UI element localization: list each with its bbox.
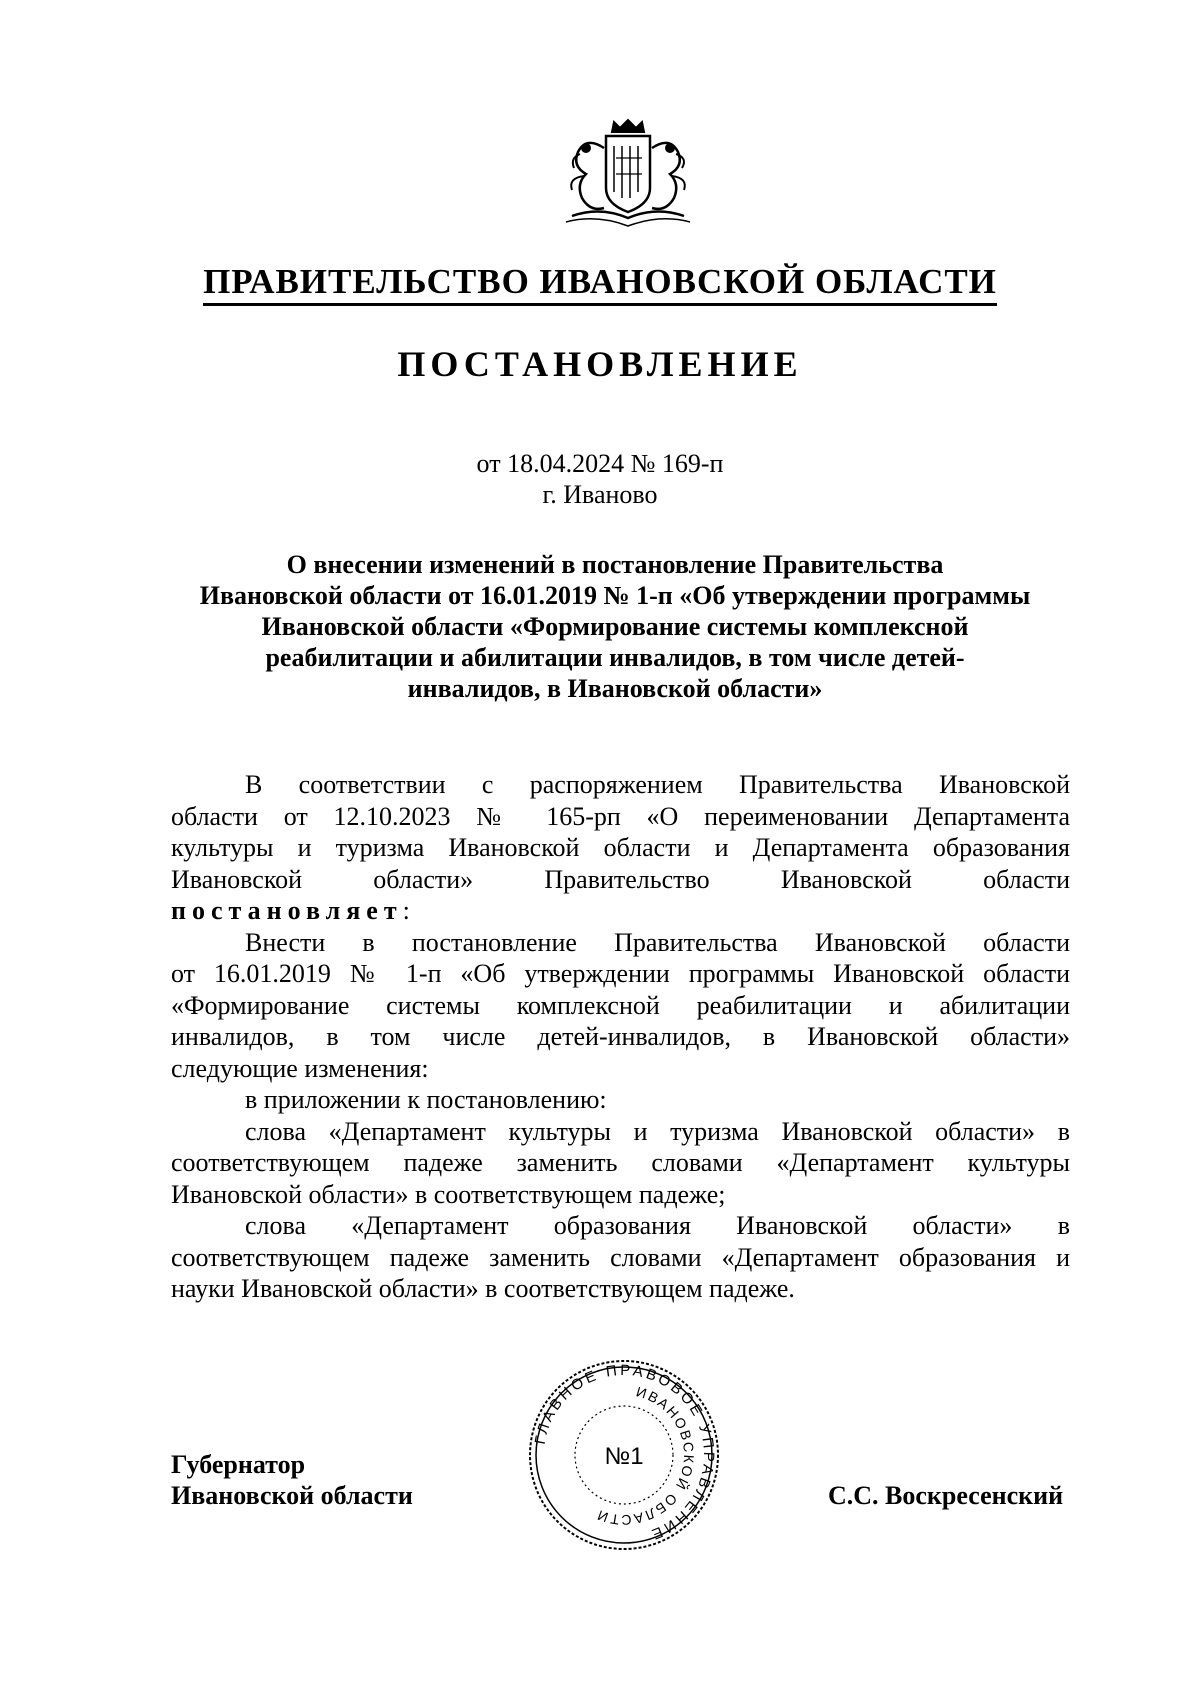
ivanovo-coat-of-arms-icon <box>556 118 700 230</box>
body-line: В соответствии с распоряжением Правительства Ивановской <box>245 770 1070 799</box>
body-line: следующие изменения: <box>171 1053 429 1083</box>
subject-line: Ивановской области от 16.01.2019 № 1-п «Об утверждении программы <box>199 581 1031 610</box>
document-date-number: от 18.04.2024 № 169-п <box>476 449 724 478</box>
body-line: «Формирование системы комплексной реабилитации и абилитации <box>171 990 1070 1020</box>
body-line: Ивановской области» в соответствующем падеже; <box>171 1179 726 1209</box>
body-line: Внести в постановление Правительства Ивановской области <box>245 927 1070 957</box>
body-line: в приложении к постановлению: <box>245 1085 607 1114</box>
official-seal-stamp <box>527 1358 721 1552</box>
body-line: инвалидов, в том числе детей-инвалидов, в Ивановской области» <box>171 1022 1070 1051</box>
signatory-title-line: Губернатор <box>171 1450 306 1479</box>
document-body <box>171 769 1070 1305</box>
body-line <box>171 895 1070 927</box>
body-line: соответствующем падеже заменить словами «Департамент культуры <box>171 1148 1070 1177</box>
subject-line: реабилитации и абилитации инвалидов, в том числе детей- <box>265 643 965 672</box>
signatory-title <box>171 1449 413 1511</box>
body-line: слова «Департамент культуры и туризма Ивановской области» в <box>245 1116 1070 1146</box>
document-subject <box>160 549 1070 704</box>
body-line: науки Ивановской области» в соответствующем падеже. <box>171 1274 795 1303</box>
svg-text:ИВАНОВСКОЙ ОБЛАСТИ: ИВАНОВСКОЙ ОБЛАСТИ <box>593 1383 698 1529</box>
organization-title: ПРАВИТЕЛЬСТВО ИВАНОВСКОЙ ОБЛАСТИ <box>0 262 1200 302</box>
body-line: Ивановской области» Правительство Ивановской области <box>171 864 1070 894</box>
body-line: культуры и туризма Ивановской области и Департамента образования <box>171 833 1070 862</box>
body-line: от 16.01.2019 № 1-п «Об утверждении программы Ивановской области <box>171 959 1070 988</box>
svg-text:ГЛАВНОЕ ПРАВОВОЕ УПРАВЛЕНИЕ: ГЛАВНОЕ ПРАВОВОЕ УПРАВЛЕНИЕ <box>531 1361 718 1544</box>
subject-line: Ивановской области «Формирование системы комплексной <box>261 612 969 641</box>
subject-line: инвалидов, в Ивановской области» <box>407 674 823 703</box>
subject-line: О внесении изменений в постановление Правительства <box>286 550 944 579</box>
postanovlyaet-word: постановляет <box>171 896 403 925</box>
body-line: соответствующем падеже заменить словами «Департамент образования и <box>171 1242 1070 1272</box>
body-line: слова «Департамент образования Ивановской области» в <box>245 1211 1070 1240</box>
colon: : <box>402 896 410 925</box>
body-line: области от 12.10.2023 № 165-рп «О переименовании Департамента <box>171 801 1070 831</box>
signatory-title-line: Ивановской области <box>171 1481 413 1510</box>
svg-text:№1: №1 <box>604 1443 644 1470</box>
document-type: ПОСТАНОВЛЕНИЕ <box>397 344 803 384</box>
document-city: г. Иваново <box>542 480 658 509</box>
signatory-name: С.С. Воскресенский <box>828 1481 1064 1510</box>
